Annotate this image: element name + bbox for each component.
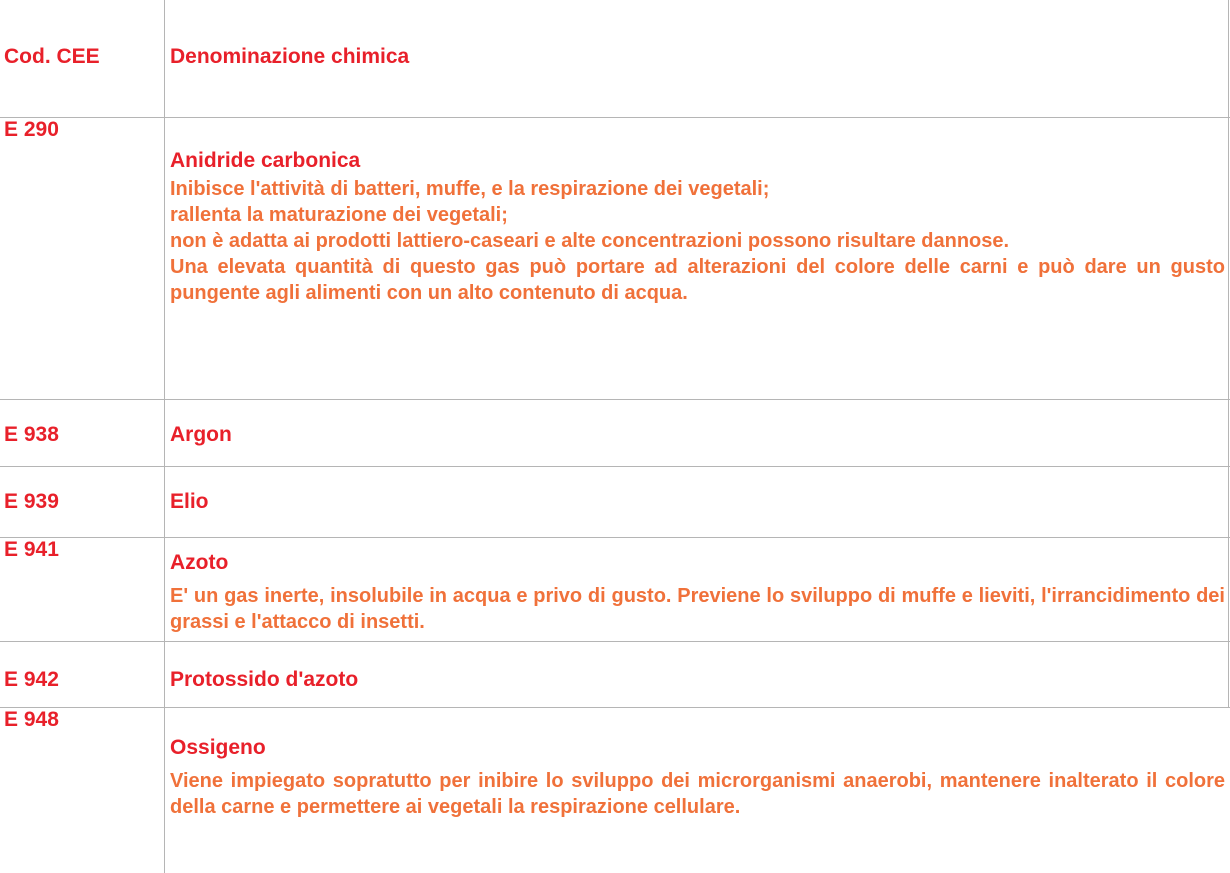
column-divider [164, 0, 165, 873]
row-name: Azoto [170, 551, 229, 574]
row-code: E 941 [4, 538, 59, 561]
right-border [1228, 0, 1229, 707]
row-name: Anidride carbonica [170, 149, 361, 172]
description-line: rallenta la maturazione dei vegetali; [170, 204, 508, 226]
header-code: Cod. CEE [4, 45, 100, 68]
row-divider [0, 466, 1230, 467]
row-divider [0, 707, 1230, 708]
header-name: Denominazione chimica [170, 45, 410, 68]
row-name: Elio [170, 490, 209, 513]
row-divider [0, 537, 1230, 538]
row-divider [0, 399, 1230, 400]
row-code: E 939 [4, 490, 59, 513]
row-code: E 942 [4, 668, 59, 691]
row-code: E 948 [4, 708, 59, 731]
description-line: E' un gas inerte, insolubile in acqua e privo di gusto. Previene lo sviluppo di muffe e lieviti, l'irrancidimento dei grassi e l'attacco di insetti. [170, 585, 1225, 633]
row-description [170, 768, 1225, 820]
description-line: Una elevata quantità di questo gas può portare ad alterazioni del colore delle carni e può dare un gusto pungente agli alimenti con un alto contenuto di acqua. [170, 256, 1225, 304]
description-line: Inibisce l'attività di batteri, muffe, e la respirazione dei vegetali; [170, 178, 770, 200]
row-name: Protossido d'azoto [170, 668, 359, 691]
description-line: Viene impiegato sopratutto per inibire lo sviluppo dei microrganismi anaerobi, mantenere inalterato il colore della carne e permettere ai vegetali la respirazione cellulare. [170, 770, 1225, 818]
row-description [170, 583, 1225, 635]
row-description [170, 176, 1225, 306]
row-code: E 938 [4, 423, 59, 446]
row-code: E 290 [4, 118, 59, 141]
row-name: Argon [170, 423, 232, 446]
row-divider [0, 641, 1230, 642]
row-name: Ossigeno [170, 736, 266, 759]
description-line: non è adatta ai prodotti lattiero-caseari e alte concentrazioni possono risultare dannose. [170, 230, 1010, 252]
row-divider [0, 117, 1230, 118]
